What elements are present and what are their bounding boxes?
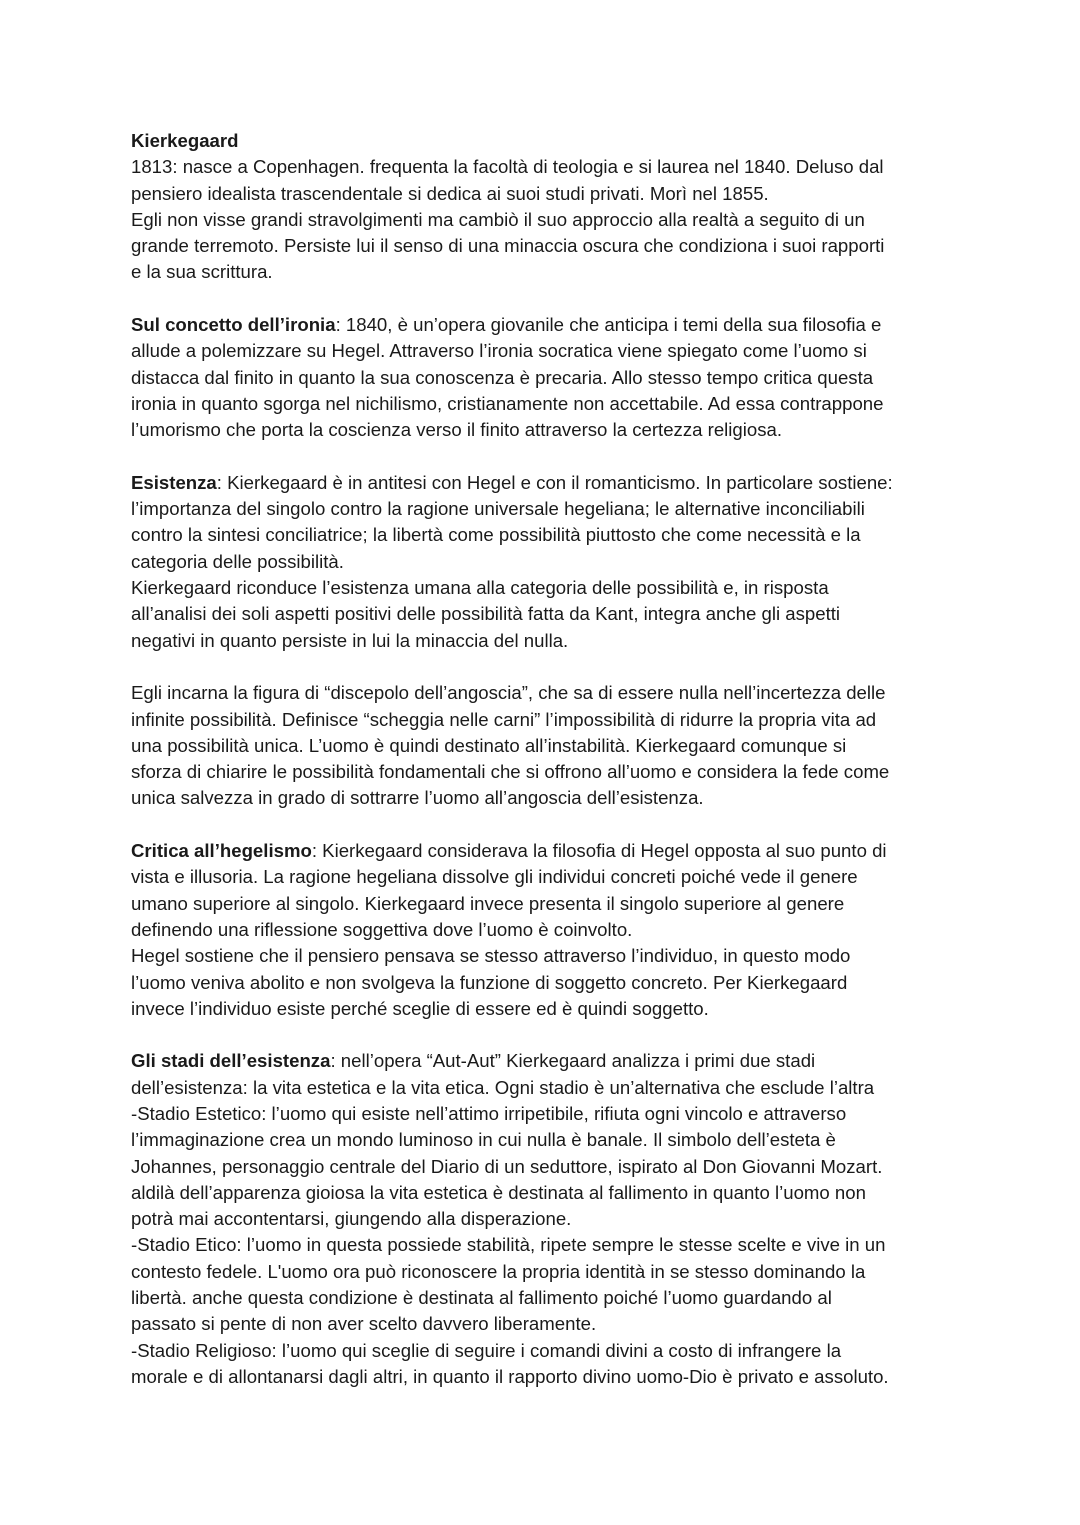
esistenza-section: [131, 470, 961, 654]
intro-line: 1813: nasce a Copenhagen. frequenta la facoltà di teologia e si laurea nel 1840. Deluso dal: [131, 156, 884, 178]
critica-line: vista e illusoria. La ragione hegeliana dissolve gli individui concreti poiché vede il genere: [131, 866, 858, 888]
ironia-heading: Sul concetto dell’ironia: [131, 314, 336, 336]
esistenza-line: Kierkegaard riconduce l’esistenza umana alla categoria delle possibilità e, in risposta: [131, 577, 829, 599]
esistenza-line: l’importanza del singolo contro la ragione universale hegeliana; le alternative inconciliabili: [131, 498, 865, 520]
stadi-heading: Gli stadi dell’esistenza: [131, 1050, 331, 1072]
ironia-line: allude a polemizzare su Hegel. Attraverso l’ironia socratica viene spiegato come l’uomo si: [131, 340, 867, 362]
critica-first-text: : Kierkegaard considerava la filosofia di Hegel opposta al suo punto di: [311, 840, 887, 862]
esistenza-line: all’analisi dei soli aspetti positivi delle possibilità fatta da Kant, integra anche gli aspetti: [131, 603, 841, 625]
stadi-line: dell’esistenza: la vita estetica e la vita etica. Ogni stadio è un’alternativa che esclude l’altra: [131, 1076, 875, 1098]
angoscia-section: [131, 680, 961, 811]
ironia-line: distacca dal finito in quanto la sua conoscenza è precaria. Allo stesso tempo critica questa: [131, 366, 874, 388]
stadi-line: -Stadio Etico: l’uomo in questa possiede stabilità, ripete sempre le stesse scelte e vive in un: [131, 1234, 886, 1256]
critica-section: [131, 838, 961, 1022]
stadi-line: passato si pente di non aver scelto davvero liberamente.: [131, 1313, 597, 1335]
esistenza-line: categoria delle possibilità.: [131, 550, 344, 572]
stadi-line: libertà. anche questa condizione è destinata al fallimento poiché l’uomo guardando al: [131, 1287, 832, 1309]
ironia-line: l’umorismo che porta la coscienza verso il finito attraverso la certezza religiosa.: [131, 419, 783, 441]
stadi-line: l’immaginazione crea un mondo luminoso in cui nulla è banale. Il simbolo dell’esteta è: [131, 1129, 836, 1151]
esistenza-line: negativi in quanto persiste in lui la minaccia del nulla.: [131, 629, 569, 651]
esistenza-line: contro la sintesi conciliatrice; la libertà come possibilità piuttosto che come necessità e la: [131, 524, 861, 546]
stadi-line: morale e di allontanarsi dagli altri, in quanto il rapporto divino uomo-Dio è privato e assoluto.: [131, 1365, 889, 1387]
intro-section: [131, 128, 961, 286]
esistenza-heading: Esistenza: [131, 471, 217, 493]
esistenza-first-line: [131, 470, 961, 496]
stadi-line: -Stadio Religioso: l’uomo qui sceglie di seguire i comandi divini a costo di infrangere la: [131, 1339, 842, 1361]
critica-line: invece l’individuo esiste perché sceglie di essere ed è quindi soggetto.: [131, 997, 709, 1019]
stadi-line: contesto fedele. L'uomo ora può riconoscere la propria identità in se stesso dominando la: [131, 1260, 866, 1282]
angoscia-line: unica salvezza in grado di sottrarre l’uomo all’angoscia dell’esistenza.: [131, 787, 704, 809]
angoscia-line: infinite possibilità. Definisce “scheggia nelle carni” l’impossibilità di ridurre la propria vita ad: [131, 708, 877, 730]
stadi-line: aldilà dell’apparenza gioiosa la vita estetica è destinata al fallimento in quanto l’uomo non: [131, 1181, 866, 1203]
angoscia-line: sforza di chiarire le possibilità fondamentali che si offrono all’uomo e considera la fede come: [131, 761, 890, 783]
angoscia-line: Egli incarna la figura di “discepolo dell’angoscia”, che sa di essere nulla nell’incertezza delle: [131, 682, 886, 704]
ironia-section: [131, 312, 961, 443]
stadi-line: Johannes, personaggio centrale del Diario di un seduttore, ispirato al Don Giovanni Mozart.: [131, 1155, 883, 1177]
intro-line: Egli non visse grandi stravolgimenti ma cambiò il suo approccio alla realtà a seguito di un: [131, 208, 865, 230]
critica-line: definendo una riflessione soggettiva dove l’uomo è coinvolto.: [131, 918, 633, 940]
intro-line: e la sua scrittura.: [131, 261, 273, 283]
document-title: Kierkegaard: [131, 130, 239, 151]
ironia-first-text: : 1840, è un’opera giovanile che anticipa i temi della sua filosofia e: [335, 314, 882, 336]
stadi-section: [131, 1048, 961, 1390]
stadi-line: potrà mai accontentarsi, giungendo alla disperazione.: [131, 1208, 572, 1230]
critica-line: Hegel sostiene che il pensiero pensava se stesso attraverso l’individuo, in questo modo: [131, 945, 851, 967]
critica-first-line: [131, 838, 961, 864]
stadi-line: -Stadio Estetico: l’uomo qui esiste nell’attimo irripetibile, rifiuta ogni vincolo e attraverso: [131, 1102, 847, 1124]
intro-line: grande terremoto. Persiste lui il senso di una minaccia oscura che condiziona i suoi rapporti: [131, 235, 885, 257]
ironia-line: ironia in quanto sgorga nel nichilismo, cristianamente non accettabile. Ad essa contrappone: [131, 392, 884, 414]
stadi-first-text: : nell’opera “Aut-Aut” Kierkegaard analizza i primi due stadi: [330, 1050, 816, 1072]
critica-line: l’uomo veniva abolito e non svolgeva la funzione di soggetto concreto. Per Kierkegaard: [131, 971, 848, 993]
esistenza-first-text: : Kierkegaard è in antitesi con Hegel e con il romanticismo. In particolare sostiene:: [216, 471, 893, 493]
critica-heading: Critica all’hegelismo: [131, 840, 312, 862]
stadi-first-line: [131, 1048, 961, 1074]
critica-line: umano superiore al singolo. Kierkegaard invece presenta il singolo superiore al genere: [131, 892, 845, 914]
document-page: [131, 128, 961, 1417]
angoscia-line: una possibilità unica. L’uomo è quindi destinato all’instabilità. Kierkegaard comunque si: [131, 734, 847, 756]
intro-line: pensiero idealista trascendentale si dedica ai suoi studi privati. Morì nel 1855.: [131, 182, 769, 204]
ironia-first-line: [131, 312, 961, 338]
